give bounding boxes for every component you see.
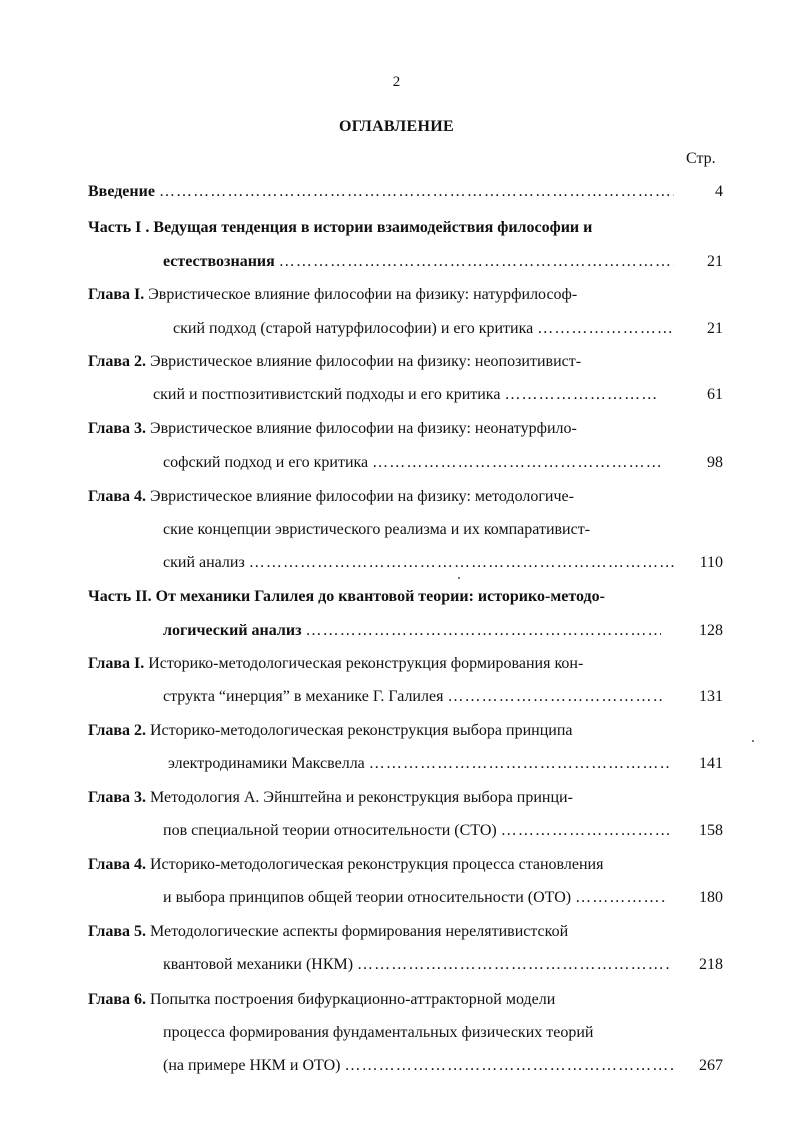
toc-entry-text: Методологические аспекты формирования нерелятивистской: [150, 923, 569, 940]
toc-entry-text: (на примере НКМ и ОТО): [163, 1057, 341, 1074]
toc-entry-text: Эвристическое влияние философии на физику: натурфилософ-: [148, 286, 578, 303]
toc-page-number: 141: [699, 755, 723, 772]
toc-page-number: 128: [699, 622, 723, 639]
dot-leader: [575, 890, 667, 906]
toc-entry-text: Историко-методологическая реконструкция формирования кон-: [148, 655, 584, 672]
toc-page-number: 4: [715, 183, 723, 200]
toc-entry-text: ский подход (старой натурфилософии) и его критика: [173, 320, 534, 337]
toc-entry-p2-ch2[interactable]: [88, 719, 674, 739]
toc-entry-text: Эвристическое влияние философии на физику: неопозитивист-: [150, 353, 582, 370]
toc-entry-text: ский анализ: [163, 554, 245, 571]
toc-entry-label: Глава 4.: [88, 856, 146, 873]
toc-entry-part-1-cont[interactable]: [163, 250, 674, 270]
toc-entry-text: квантовой механики (НКМ): [163, 956, 354, 973]
toc-entry-label: Глава 2.: [88, 353, 146, 370]
toc-entry-text: логический анализ: [163, 622, 302, 639]
toc-entry-p2-ch2-cont[interactable]: [168, 752, 669, 772]
toc-entry-p2-ch5-cont[interactable]: [163, 953, 671, 973]
toc-page-number: 21: [707, 253, 723, 270]
dot-leader: [306, 623, 661, 639]
toc-page-number: 61: [707, 386, 723, 403]
dot-leader: [249, 555, 674, 571]
toc-entry-text: процесса формирования фундаментальных физических теорий: [163, 1024, 594, 1041]
page-column-label: Стр.: [686, 150, 716, 167]
toc-entry-label: Глава 3.: [88, 420, 146, 437]
toc-entry-part-1[interactable]: [88, 216, 674, 236]
toc-entry-part-2-cont[interactable]: [163, 619, 661, 639]
dot-leader: [504, 387, 657, 403]
toc-entry-text: Историко-методологическая реконструкция выбора принципа: [150, 722, 573, 739]
dot-leader: [279, 254, 674, 270]
dot-leader: [159, 184, 674, 200]
toc-page-number: 21: [707, 320, 723, 337]
toc-entry-text: Эвристическое влияние философии на физику: методологиче-: [150, 488, 574, 505]
toc-entry-ch3[interactable]: [88, 417, 674, 437]
toc-entry-p2-ch4-cont[interactable]: [163, 886, 667, 906]
toc-entry-ch1[interactable]: [88, 283, 674, 303]
toc-entry-p2-ch1[interactable]: [88, 652, 674, 672]
dot-leader: [369, 756, 669, 772]
toc-entry-ch4[interactable]: [88, 485, 674, 505]
dot-leader: [447, 689, 664, 705]
toc-page-number: 267: [699, 1057, 723, 1074]
toc-entry-text: структа “инерция” в механике Г. Галилея: [163, 688, 444, 705]
toc-entry-ch4-cont-2[interactable]: [163, 551, 674, 571]
toc-entry-label: Часть II.: [88, 588, 152, 605]
toc-entry-label: Глава 3.: [88, 789, 146, 806]
toc-entry-text: Методология А. Эйнштейна и реконструкция выбора принци-: [150, 789, 573, 806]
toc-entry-text: Ведущая тенденция в истории взаимодействия философии и: [153, 219, 593, 236]
toc-entry-p2-ch3-cont[interactable]: [163, 819, 671, 839]
toc-entry-ch1-cont[interactable]: [173, 317, 674, 337]
toc-page-number: 98: [707, 454, 723, 471]
toc-entry-intro[interactable]: [88, 180, 674, 200]
toc-entry-p2-ch3[interactable]: [88, 786, 674, 806]
page-number: 2: [392, 74, 401, 90]
toc-entry-label: Глава 5.: [88, 923, 146, 940]
toc-entry-label: Глава 2.: [88, 722, 146, 739]
toc-entry-label: Глава I.: [88, 655, 145, 672]
toc-entry-text: естествознания: [163, 253, 275, 270]
toc-page-number: 110: [699, 554, 723, 571]
toc-entry-text: Эвристическое влияние философии на физику: неонатурфило-: [150, 420, 577, 437]
toc-entry-text: От механики Галилея до квантовой теории: историко-методо-: [155, 588, 605, 605]
scan-speck: [458, 577, 460, 579]
toc-entry-text: Попытка построения бифуркационно-аттракторной модели: [150, 991, 556, 1008]
toc-entry-label: Глава I.: [88, 286, 145, 303]
toc-entry-p2-ch1-cont[interactable]: [163, 685, 664, 705]
toc-entry-ch2-cont[interactable]: [153, 383, 657, 403]
toc-page-number: 218: [699, 956, 723, 973]
dot-leader: [501, 823, 671, 839]
toc-entry-text: пов специальной теории относительности (СТО): [163, 822, 497, 839]
toc-entry-label: Часть I .: [88, 219, 150, 236]
dot-leader: [344, 1058, 674, 1074]
toc-entry-ch4-cont-1[interactable]: [163, 518, 674, 538]
toc-page-number: 158: [699, 822, 723, 839]
dot-leader: [537, 321, 674, 337]
dot-leader: [357, 957, 671, 973]
toc-entry-text: и выбора принципов общей теории относительности (ОТО): [163, 889, 572, 906]
toc-page-number: 131: [699, 688, 723, 705]
toc-entry-part-2[interactable]: [88, 585, 674, 605]
toc-entry-text: софский подход и его критика: [163, 454, 369, 471]
toc-entry-text: Историко-методологическая реконструкция процесса становления: [150, 856, 604, 873]
toc-entry-label: Введение: [88, 183, 155, 200]
page-title: ОГЛАВЛЕНИЕ: [339, 118, 454, 135]
toc-entry-p2-ch6[interactable]: [88, 988, 674, 1008]
toc-entry-p2-ch6-cont-1[interactable]: [163, 1021, 674, 1041]
toc-entry-label: Глава 6.: [88, 991, 146, 1008]
toc-entry-text: ский и постпозитивистский подходы и его критика: [153, 386, 501, 403]
toc-entry-text: электродинамики Максвелла: [168, 755, 365, 772]
dot-leader: [372, 455, 664, 471]
toc-entry-ch2[interactable]: [88, 350, 674, 370]
toc-entry-text: ские концепции эвристического реализма и их компаративист-: [163, 521, 591, 538]
toc-entry-p2-ch5[interactable]: [88, 920, 674, 940]
toc-page-number: 180: [699, 889, 723, 906]
toc-entry-label: Глава 4.: [88, 488, 146, 505]
toc-entry-p2-ch6-cont-2[interactable]: [163, 1054, 674, 1074]
toc-entry-ch3-cont[interactable]: [163, 451, 664, 471]
toc-entry-p2-ch4[interactable]: [88, 853, 678, 873]
scan-speck: [752, 740, 754, 742]
